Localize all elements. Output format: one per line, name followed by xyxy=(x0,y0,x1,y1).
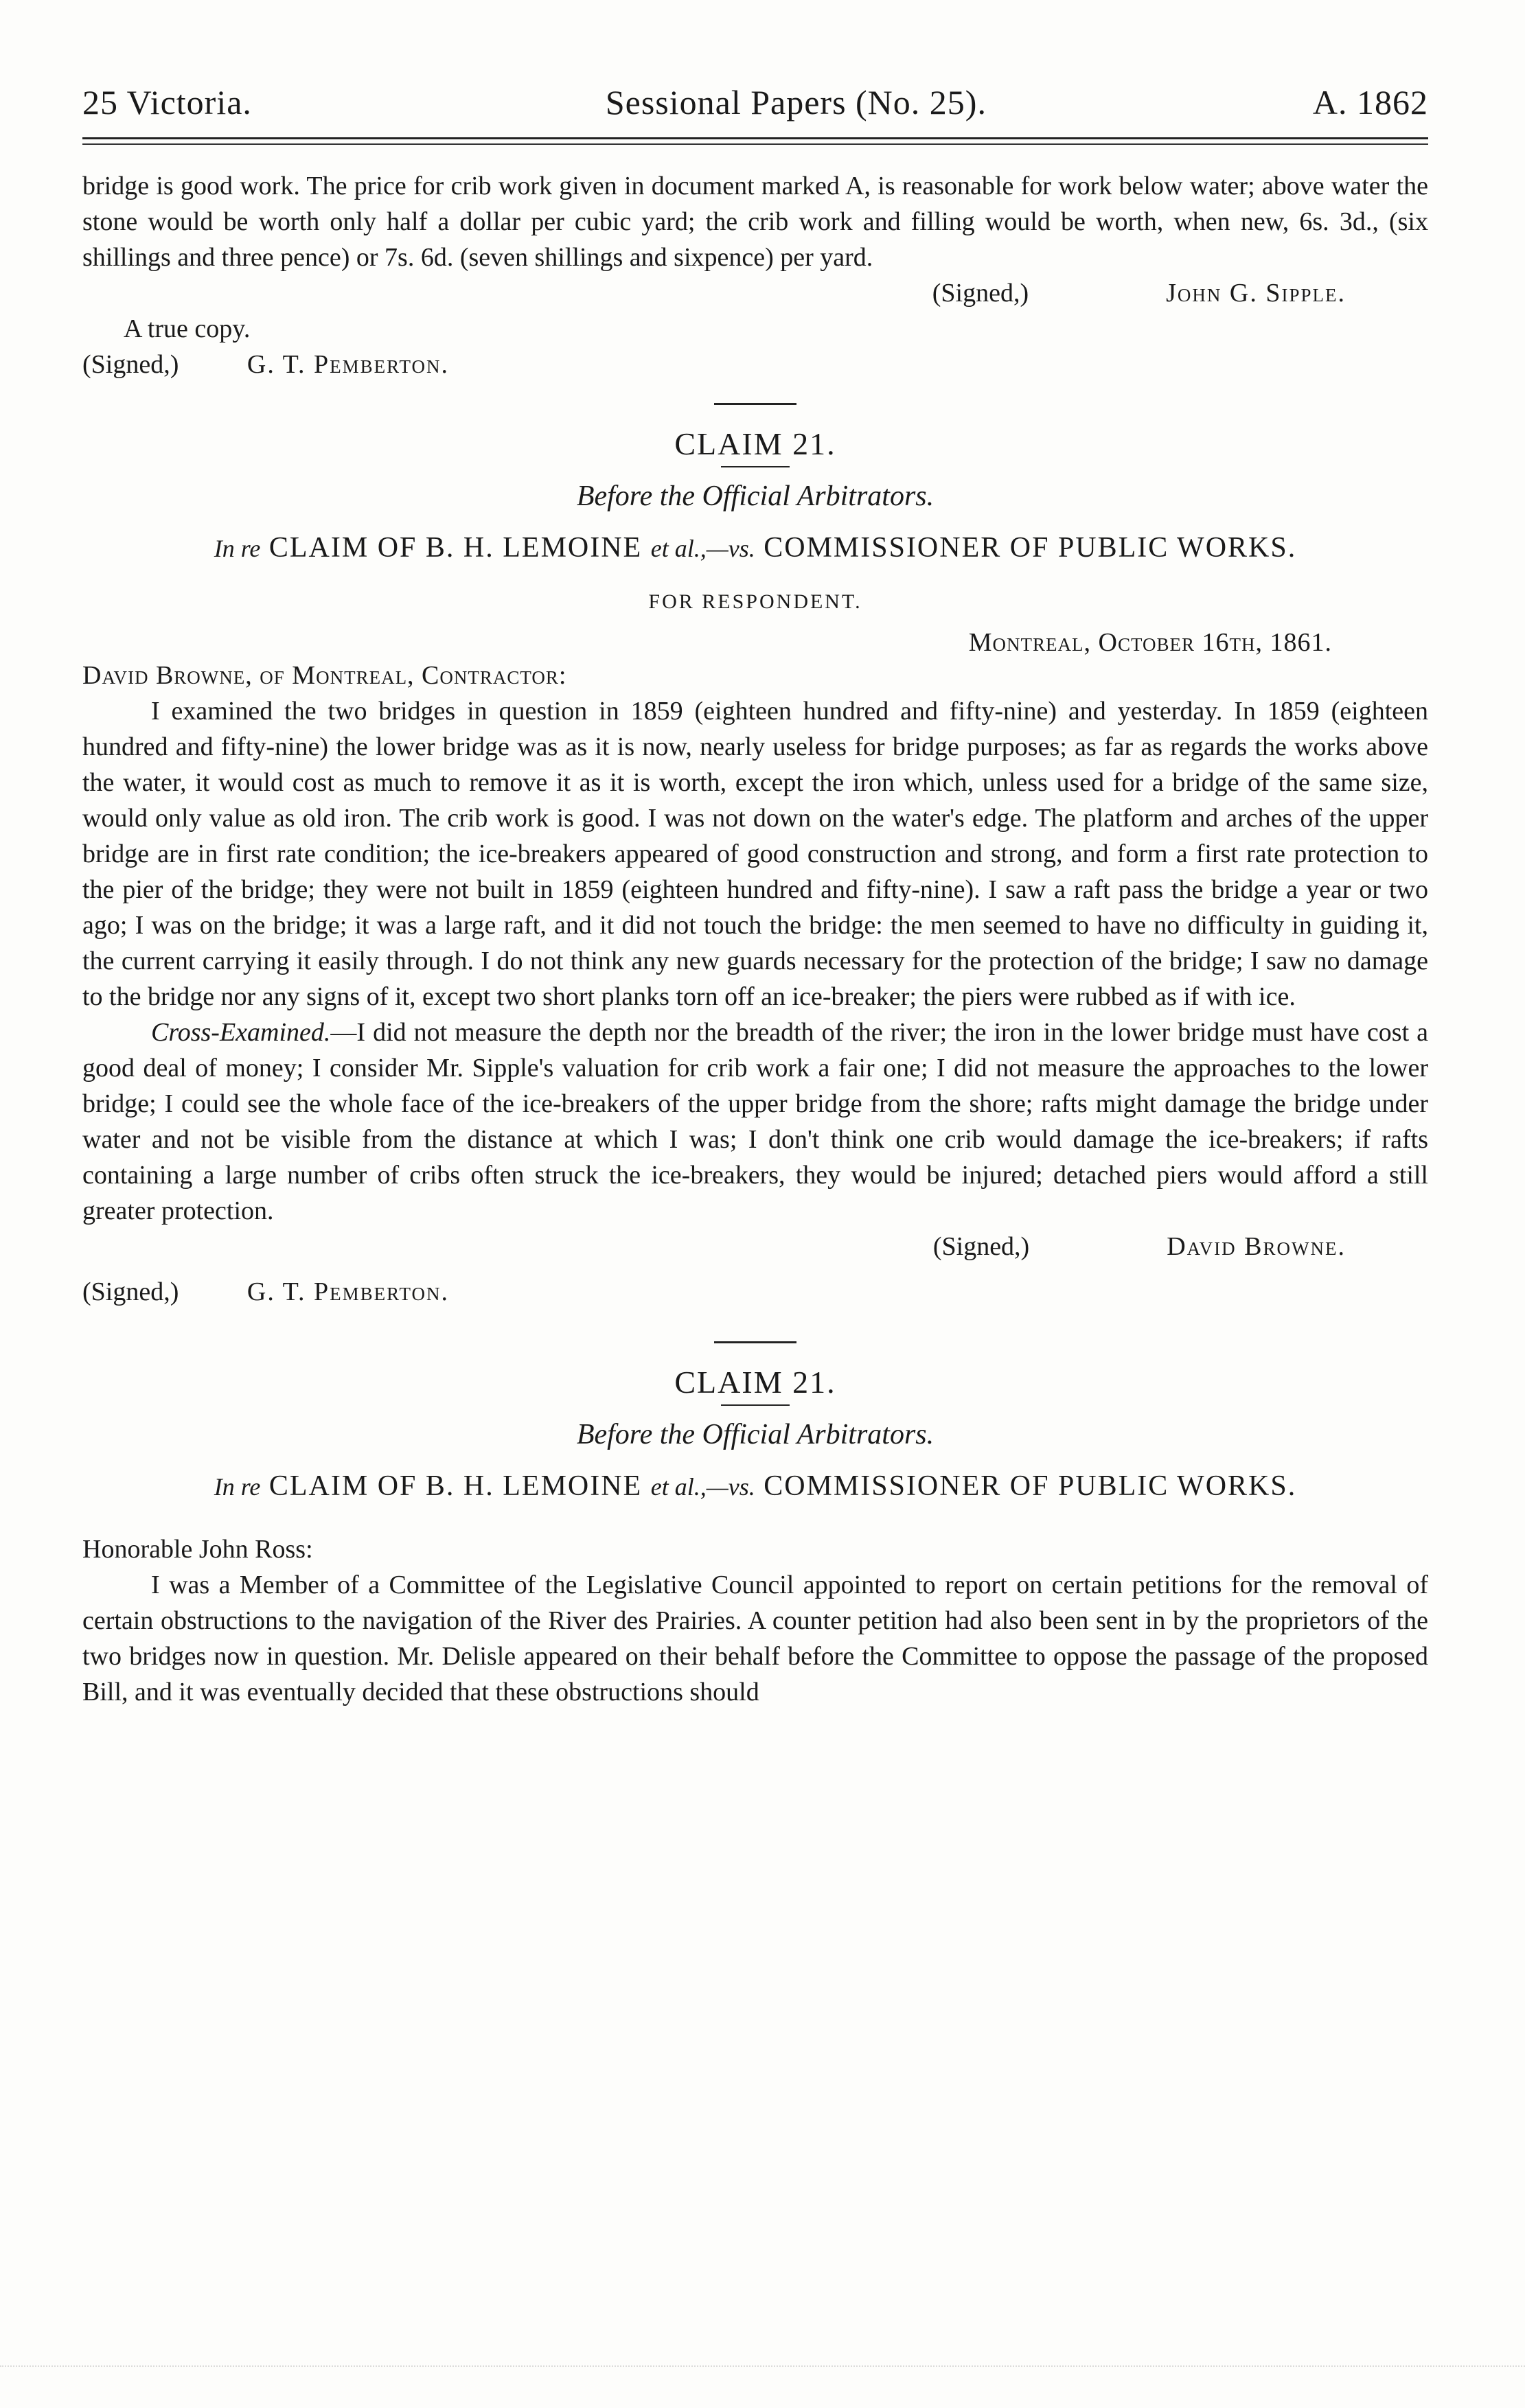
signature-browne xyxy=(82,1229,1428,1264)
case-respondent: COMMISSIONER OF PUBLIC WORKS. xyxy=(764,532,1297,564)
case-title xyxy=(82,531,1428,566)
testimony-paragraph: I was a Member of a Committee of the Legislative Council appointed to report on certain petitions for the removal of certain obstructions to the navigation of the River des Prairies. A counter petition had also been sent in by the proprietors of the two bridges now in question. Mr. Delisle appeared on their behalf before the Committee to oppose the passage of the proposed Bill, and it was eventually decided that these obstructions should xyxy=(82,1571,1428,1706)
continued-paragraph: bridge is good work. The price for crib work given in document marked A, is reasonable for work below water; above water the stone would be worth only half a dollar per cubic yard; the crib work and filling would be worth, when new, 6s. 3d., (six shillings and three pence) or 7s. 6d. (seven shillings and sixpence) per yard. xyxy=(82,172,1428,272)
et-al-vs: et al.,—vs. xyxy=(650,1473,755,1501)
signatory-name: G. T. Pemberton. xyxy=(246,1277,450,1306)
scan-edge-artifact xyxy=(0,2365,1525,2394)
claim-heading: CLAIM 21. xyxy=(674,426,836,461)
in-re-label: In re xyxy=(214,1473,261,1501)
signed-label: (Signed,) xyxy=(932,279,1029,308)
section-divider xyxy=(714,1341,796,1343)
dateline: Montreal, October 16th, 1861. xyxy=(968,628,1332,657)
signature-pemberton-2 xyxy=(82,1274,1428,1310)
et-al-vs: et al.,—vs. xyxy=(650,535,755,562)
header-year: A. 1862 xyxy=(1312,83,1428,121)
header-title: Sessional Papers (No. 25). xyxy=(605,83,987,121)
signature-pemberton-1 xyxy=(82,347,1428,382)
signatory-name: David Browne. xyxy=(1167,1232,1346,1261)
cross-examination-text: —I did not measure the depth nor the breadth of the river; the iron in the lower bridge must have cost a good deal of money; I consider Mr. Sipple's valuation for crib work a fair one; I did not measure the approaches to the lower bridge; I could see the whole face of the ice-breakers of the upper bridge from the shore; rafts might damage the bridge under water and not be visible from the distance at which I was; I don't think one crib would damage the ice-breakers; if rafts containing a large number of cribs often struck the ice-breakers, they would be injured; detached piers would afford a still greater protection. xyxy=(82,1018,1428,1225)
cross-examination-paragraph xyxy=(82,1015,1428,1229)
arbitrators-subheading: Before the Official Arbitrators. xyxy=(576,1419,935,1450)
signed-label: (Signed,) xyxy=(82,350,179,379)
testimony-paragraph: I examined the two bridges in question in 1859 (eighteen hundred and fifty-nine) and yesterday. In 1859 (eighteen hundred and fifty-nine) the lower bridge was as it is now, nearly useless for bridge purposes; as far as regards the works above the water, it would cost as much to remove it as it is worth, except the iron which, unless used for a bridge of the same size, would only value as old iron. The crib work is good. I was not down on the water's edge. The platform and arches of the upper bridge are in first rate condition; the ice-breakers appeared of good construction and strong, and form a first rate protection to the pier of the bridge; they were not built in 1859 (eighteen hundred and fifty-nine). I saw a raft pass the bridge a year or two ago; I was on the bridge; it was a large raft, and it did not touch the bridge: the men seemed to have no difficulty in guiding it, the current carrying it easily through. I do not think any new guards necessary for the protection of the bridge; I saw no damage to the bridge nor any signs of it, except two short planks torn off an ice-breaker; the piers were rubbed as if with ice. xyxy=(82,697,1428,1011)
arbitrators-subheading: Before the Official Arbitrators. xyxy=(576,481,935,512)
header-session: 25 Victoria. xyxy=(82,83,252,121)
in-re-label: In re xyxy=(214,535,261,562)
signatory-name: John G. Sipple. xyxy=(1166,279,1346,308)
witness-name: David Browne, of Montreal, Contractor: xyxy=(82,661,567,690)
signed-label: (Signed,) xyxy=(932,1232,1030,1261)
running-header xyxy=(82,82,1428,122)
witness-name: Honorable John Ross: xyxy=(82,1535,313,1564)
heading-rule xyxy=(721,1404,790,1406)
heading-rule xyxy=(721,466,790,467)
document-page xyxy=(82,82,1428,1710)
for-respondent-label: FOR RESPONDENT. xyxy=(648,590,862,613)
case-claimant: CLAIM OF B. H. LEMOINE xyxy=(268,532,643,564)
case-claimant: CLAIM OF B. H. LEMOINE xyxy=(268,1470,643,1502)
signed-label: (Signed,) xyxy=(82,1277,179,1306)
section-divider xyxy=(714,403,796,405)
cross-examined-label: Cross-Examined. xyxy=(151,1018,331,1047)
claim-heading: CLAIM 21. xyxy=(674,1365,836,1400)
header-rule xyxy=(82,137,1428,145)
true-copy-note: A true copy. xyxy=(124,314,251,343)
signature-sipple xyxy=(82,275,1428,311)
case-respondent: COMMISSIONER OF PUBLIC WORKS. xyxy=(764,1470,1297,1502)
case-title xyxy=(82,1469,1428,1504)
signatory-name: G. T. Pemberton. xyxy=(246,350,450,379)
